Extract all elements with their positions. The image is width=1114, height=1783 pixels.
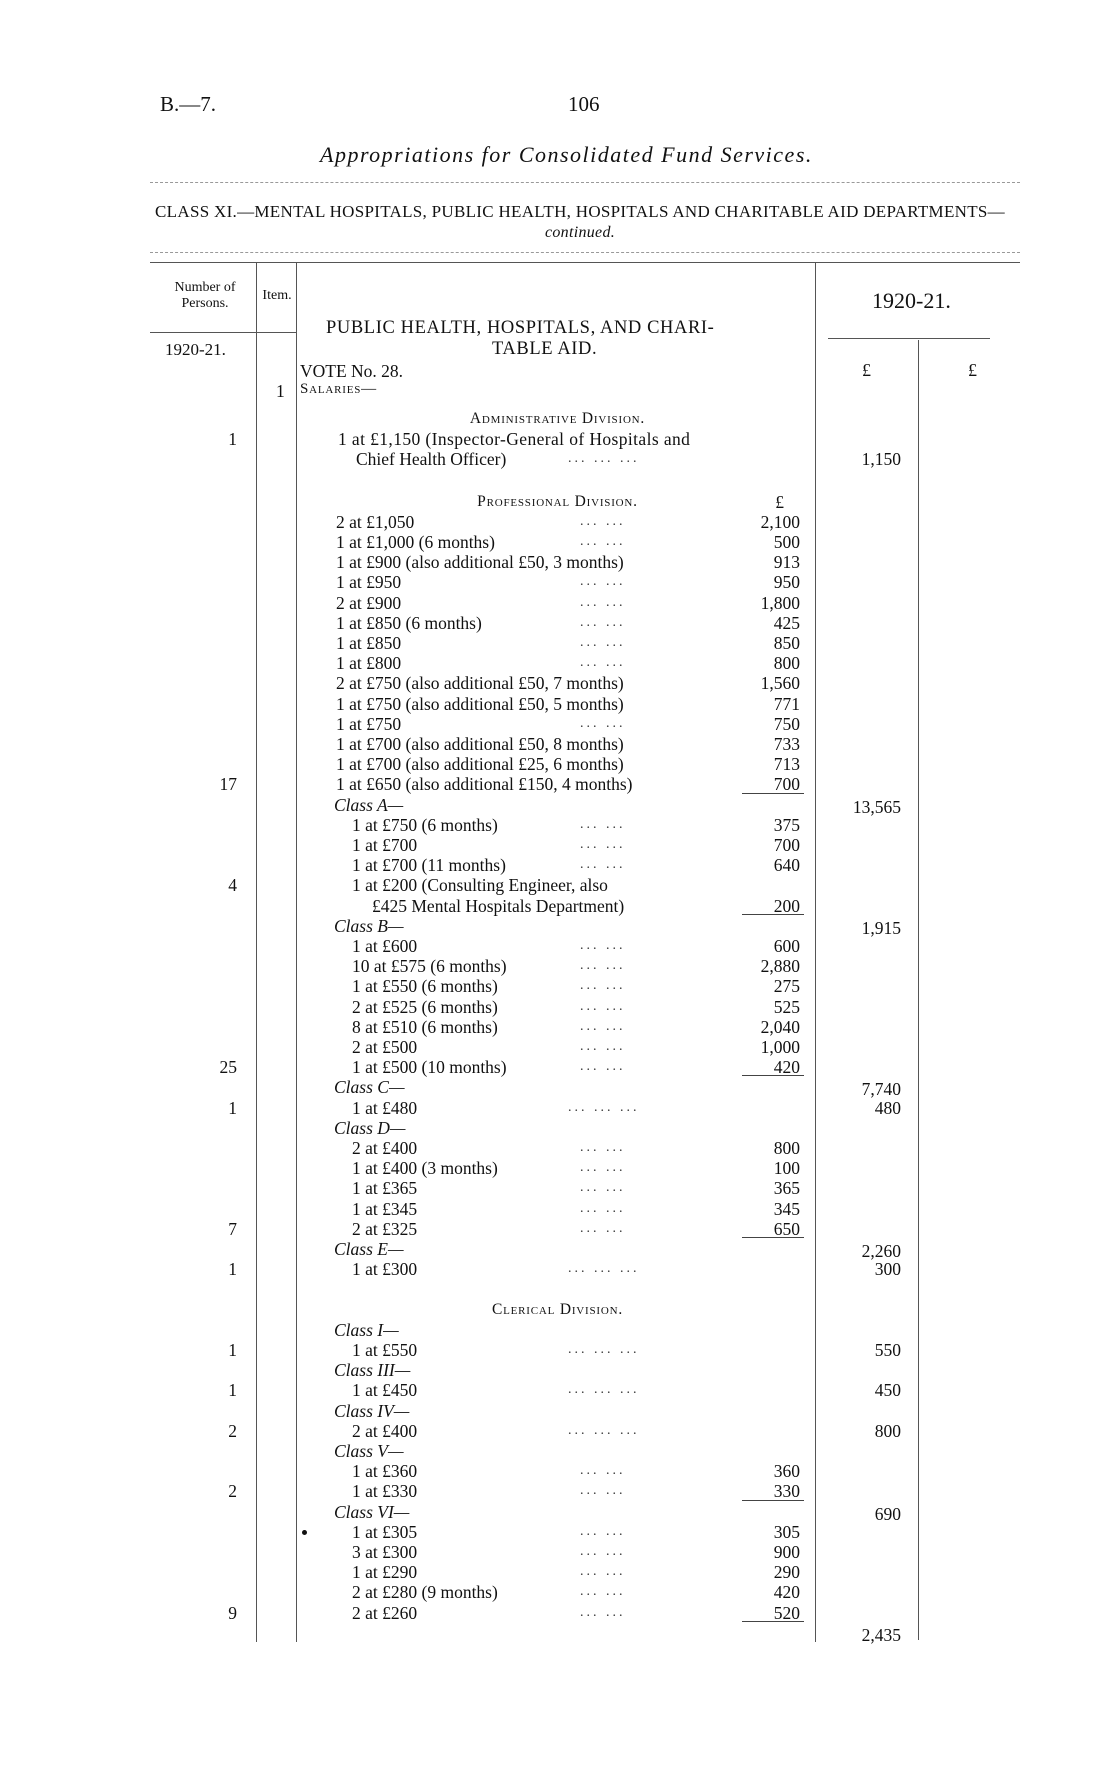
item-number: 1 [276,381,285,401]
leader-dots: ... ... [580,574,626,590]
item-header: Item. [262,288,292,303]
subtotal-rule [742,793,804,794]
item-header-rule [256,332,296,333]
table-row [0,1380,1114,1400]
line-description: 1 at £1,150 (Inspector-General of Hospitals and [338,429,691,450]
table-row [0,1259,1114,1279]
table-row [0,1098,1114,1118]
leader-dots: ... ... [580,1059,626,1075]
line-description: 1 at £305 [352,1521,418,1542]
sub-amount: 365 [773,1178,800,1199]
line-description: 1 at £550 [352,1340,418,1360]
class-title-rule [150,252,1020,253]
sub-amount: 305 [773,1521,800,1542]
sub-amount: 360 [773,1461,800,1482]
table-row [0,1077,1114,1100]
page-number: 106 [568,92,600,116]
page-title: Appropriations for Consolidated Fund Services. [320,142,813,167]
table-row [0,1017,1114,1037]
table-row [0,1300,1114,1320]
class-title-suffix: continued. [544,224,616,241]
vote-number: VOTE No. 28. [300,361,404,381]
table-row [0,795,1114,815]
class-heading: Class IV— [334,1400,410,1421]
class-heading: Class A— [334,794,404,815]
sub-amount: 520 [773,1602,800,1623]
table-row [0,1320,1114,1340]
leader-dots: ... ... [580,998,626,1014]
table-row [0,1279,1114,1299]
line-description: 1 at £480 [352,1097,418,1118]
line-description: 1 at £700 (11 months) [352,855,506,876]
total-amount: 480 [874,1097,901,1118]
leader-dots: ... ... [580,857,626,873]
table-row [0,1522,1114,1542]
table-row [0,1138,1114,1158]
sub-amount: 275 [773,976,800,997]
leader-dots: ... ... [580,1018,626,1034]
leader-dots: ... ... [580,816,626,832]
line-description: 1 at £365 [352,1178,418,1199]
class-heading: Class III— [334,1360,411,1381]
line-description: 1 at £450 [352,1380,418,1401]
line-description: 1 at £700 (also additional £25, 6 months) [336,754,624,775]
leader-dots: ... ... [580,1180,626,1196]
subtotal-rule [742,1075,804,1076]
sub-amount: 200 [773,895,800,916]
leader-dots: ... ... [580,1564,626,1580]
sub-amount: 913 [773,552,800,573]
line-description: 1 at £750 (6 months) [352,814,498,835]
leader-dots: ... ... ... [568,1099,640,1115]
table-row [0,492,1114,512]
table-row [0,956,1114,976]
table-row [0,653,1114,673]
class-title-main: CLASS XI.—MENTAL HOSPITALS, PUBLIC HEALTH, HOSPITALS AND CHARITABLE AID DEPARTMENTS— [155,202,1005,221]
leader-dots: ... ... [580,1220,626,1236]
leader-dots: ... ... [580,635,626,650]
total-amount: 800 [874,1420,901,1441]
sub-amount: 771 [773,693,800,714]
sub-amount: 345 [773,1198,800,1219]
total-amount: 1,150 [861,449,901,470]
leader-dots: ... ... [580,614,626,630]
sub-amount: 750 [773,713,800,734]
line-description: 2 at £500 [352,1037,418,1057]
persons-count: 1 [228,1380,237,1401]
line-description: 1 at £650 (also additional £150, 4 months) [336,774,633,795]
line-description: 1 at £800 [336,653,402,674]
line-description: 3 at £300 [352,1542,418,1562]
sub-amount: 1,800 [760,592,800,613]
table-top-rule [150,262,1020,263]
sub-amount: 700 [773,774,800,795]
sub-amount: 425 [773,612,800,633]
line-description: 1 at £400 (3 months) [352,1158,498,1179]
bullet-mark [302,1530,307,1535]
leader-dots: ... ... [580,978,626,994]
table-row [0,633,1114,653]
total-amount: 300 [874,1259,901,1280]
table-row [0,1421,1114,1441]
table-row [0,1603,1114,1623]
leader-dots: ... ... [580,1039,626,1054]
line-description: 2 at £400 [352,1420,418,1441]
sub-amount: 600 [773,936,800,956]
sub-amount: 900 [773,1542,800,1562]
persons-header-rule [150,332,256,333]
table-row [0,673,1114,693]
total-amount: 13,565 [852,796,901,817]
leader-dots: ... ... [580,1160,626,1176]
number-of-persons-header: Number of Persons. [174,280,236,311]
pound-sign-right: £ [968,360,977,380]
division-heading: Clerical Division. [491,1300,624,1318]
table-row [0,1401,1114,1421]
total-amount: 690 [874,1503,901,1524]
class-heading: Class C— [334,1077,405,1098]
table-row [0,1118,1114,1138]
table-row [0,1239,1114,1259]
table-row [0,593,1114,613]
table-row [0,1623,1114,1643]
table-row [0,552,1114,572]
leader-dots: ... ... [580,958,626,974]
line-description: 8 at £510 (6 months) [352,1016,498,1037]
line-description: 1 at £850 (6 months) [336,612,482,633]
table-row [0,1582,1114,1602]
leader-dots: ... ... [580,513,626,529]
line-description: 2 at £400 [352,1138,418,1158]
total-amount: 2,435 [861,1624,901,1645]
persons-count: 2 [228,1420,237,1441]
persons-count: 1 [228,429,237,450]
table-row [0,855,1114,875]
table-row [0,976,1114,996]
leader-dots: ... ... [580,1200,626,1216]
sub-amount: 850 [773,633,800,653]
amounts-header-rule [828,338,990,339]
line-description: Chief Health Officer) [356,449,507,470]
line-description: 1 at £330 [352,1481,418,1502]
amounts-year-header: 1920-21. [872,288,951,313]
table-row [0,1461,1114,1481]
class-heading: Class E— [334,1239,404,1259]
leader-dots: ... ... [580,594,626,610]
table-row [0,1340,1114,1360]
line-description: 1 at £600 [352,936,418,956]
sub-amount: 713 [773,754,800,775]
line-description: 2 at £1,050 [336,511,415,532]
persons-count: 9 [228,1602,237,1623]
table-row [0,1441,1114,1461]
leader-dots: ... ... [580,1584,626,1600]
sub-amount: 733 [773,734,800,754]
line-description: 1 at £850 [336,633,402,653]
table-row [0,1219,1114,1239]
persons-count: 4 [228,875,237,896]
leader-dots: ... ... [580,1523,626,1539]
leader-dots: ... ... [580,1544,626,1559]
table-row [0,1360,1114,1380]
line-description: 1 at £360 [352,1461,418,1482]
sub-amount: 2,880 [760,956,800,977]
subtotal-rule [742,914,804,915]
line-description: 2 at £280 (9 months) [352,1582,498,1603]
line-description: 2 at £525 (6 months) [352,996,498,1017]
sub-amount: 640 [773,855,800,876]
class-heading: Class V— [334,1441,404,1461]
subtotal-rule [742,1621,804,1622]
class-heading: Class VI— [334,1501,410,1522]
table-row [0,875,1114,895]
sub-amount: 330 [773,1481,800,1502]
total-amount: 2,260 [861,1241,901,1261]
leader-dots: ... ... [580,938,626,953]
table-row [0,1158,1114,1178]
line-description: 1 at £200 (Consulting Engineer, also [352,875,608,896]
sub-amount: 800 [773,1138,800,1158]
line-description: 1 at £290 [352,1562,418,1583]
table-row [0,896,1114,916]
leader-dots: ... ... ... [568,1261,640,1277]
table-row [0,815,1114,835]
sub-amount: 800 [773,653,800,674]
line-description: 2 at £260 [352,1602,418,1623]
persons-count: 17 [219,774,237,795]
line-description: 1 at £1,000 (6 months) [336,532,495,552]
salaries-heading: Salaries— [300,381,377,397]
total-amount: 1,915 [861,917,901,938]
line-description: 1 at £345 [352,1198,418,1219]
leader-dots: ... ... ... [568,451,640,467]
sub-amount: 2,100 [760,511,800,532]
line-description: 1 at £900 (also additional £50, 3 months) [336,552,624,573]
table-row [0,429,1114,449]
table-row [0,916,1114,936]
leader-dots: ... ... ... [568,1342,640,1357]
leader-dots: ... ... [580,1140,626,1155]
line-description: 1 at £550 (6 months) [352,976,498,997]
line-description: 1 at £700 (also additional £50, 8 months) [336,734,624,754]
line-description: 2 at £900 [336,592,402,613]
table-row [0,1037,1114,1057]
table-row [0,734,1114,754]
sub-amount: 420 [773,1057,800,1078]
line-description: £425 Mental Hospitals Department) [372,895,625,916]
line-description: 2 at £750 (also additional £50, 7 months) [336,673,624,694]
leader-dots: ... ... [580,655,626,671]
table-row [0,512,1114,532]
leader-dots: ... ... [580,1463,626,1479]
table-row [0,835,1114,855]
sub-amount: £ [775,491,784,512]
sub-amount: 375 [773,814,800,835]
class-title [140,202,1020,243]
table-row [0,774,1114,794]
line-description: 10 at £575 (6 months) [352,956,507,977]
report-reference: B.—7. [160,92,217,116]
table-row [0,1057,1114,1077]
table-row [0,613,1114,633]
leader-dots: ... ... [580,1483,626,1499]
line-description: 1 at £300 [352,1259,418,1280]
persons-count: 2 [228,1481,237,1502]
sub-amount: 500 [773,532,800,552]
leader-dots: ... ... ... [568,1382,640,1398]
table-row [0,1502,1114,1522]
sub-amount: 525 [773,996,800,1017]
class-heading: Class D— [334,1117,406,1138]
department-title-line1: PUBLIC HEALTH, HOSPITALS, AND CHARI- [326,318,715,338]
table-row [0,694,1114,714]
line-description: 1 at £950 [336,572,402,593]
leader-dots: ... ... [580,837,626,852]
leader-dots: ... ... [580,534,626,549]
persons-year-header: 1920-21. [165,340,226,359]
line-description: 2 at £325 [352,1218,418,1239]
sub-amount: 290 [773,1562,800,1583]
sub-amount: 100 [773,1158,800,1179]
persons-count: 7 [228,1218,237,1239]
persons-count: 1 [228,1259,237,1280]
sub-amount: 1,000 [760,1037,800,1057]
table-row [0,754,1114,774]
sub-amount: 950 [773,572,800,593]
division-heading: Administrative Division. [469,410,646,427]
table-row [0,1199,1114,1219]
table-row [0,532,1114,552]
table-row [0,1178,1114,1198]
class-heading: Class I— [334,1319,399,1340]
title-rule [150,182,1020,183]
subtotal-rule [742,1237,804,1238]
line-description: 1 at £750 [336,713,402,734]
table-row [0,1481,1114,1501]
leader-dots: ... ... [580,715,626,731]
division-heading: Professional Division. [477,492,638,510]
class-heading: Class B— [334,915,404,936]
sub-amount: 2,040 [760,1016,800,1037]
total-amount: 7,740 [861,1079,901,1100]
table-row [0,936,1114,956]
table-row [0,449,1114,469]
table-row [0,997,1114,1017]
sub-amount: 650 [773,1218,800,1239]
leader-dots: ... ... ... [568,1422,640,1438]
persons-count: 1 [228,1097,237,1118]
sub-amount: 1,560 [760,673,800,694]
table-row [0,714,1114,734]
table-row [0,1542,1114,1562]
line-description: 1 at £500 (10 months) [352,1057,507,1078]
department-title-line2: TABLE AID. [492,339,598,359]
total-amount: 550 [874,1340,901,1360]
table-row [0,409,1114,429]
subtotal-rule [742,1500,804,1501]
leader-dots: ... ... [580,1604,626,1620]
total-amount: 450 [874,1380,901,1401]
pound-sign-left: £ [862,360,871,380]
table-row [0,572,1114,592]
persons-count: 1 [228,1340,237,1360]
sub-amount: 700 [773,835,800,855]
line-description: 1 at £750 (also additional £50, 5 months) [336,693,624,714]
sub-amount: 420 [773,1582,800,1603]
table-row [0,1562,1114,1582]
line-description: 1 at £700 [352,835,418,855]
persons-count: 25 [219,1057,237,1078]
